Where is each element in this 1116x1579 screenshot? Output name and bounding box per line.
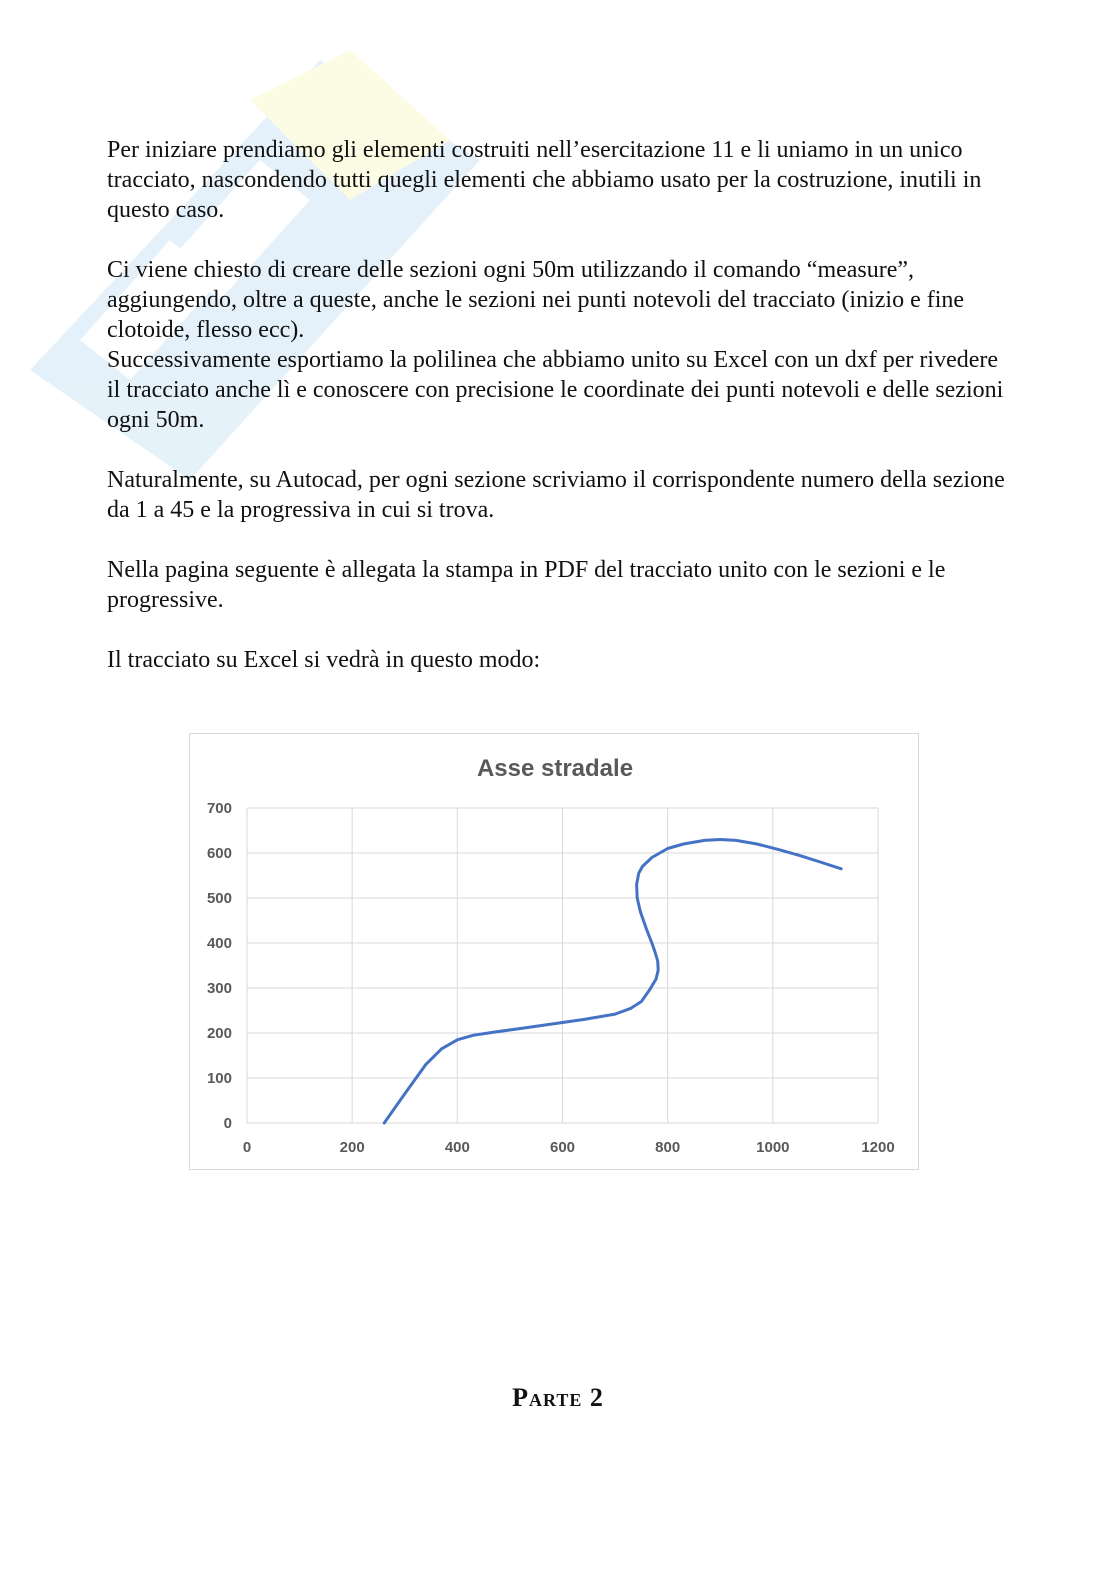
y-tick-label: 500 (206, 890, 232, 907)
section-heading: Parte 2 (512, 1383, 604, 1412)
paragraph-excel-intro: Il tracciato su Excel si vedrà in questo modo: (107, 647, 541, 673)
x-tick-label: 400 (444, 1139, 470, 1156)
chart-svg (190, 734, 918, 1169)
paragraph-export: Successivamente esportiamo la polilinea che abbiamo unito su Excel con un dxf per rivedere il tracciato anche lì e conoscere con precisione le coordinate dei punti notevoli e delle sezioni ogni 50m. (107, 347, 1004, 433)
paragraph-sections: Ci viene chiesto di creare delle sezioni ogni 50m utilizzando il comando “measure”, aggiungendo, oltre a queste, anche le sezioni nei punti notevoli del tracciato (inizio e fine clotoide, flesso ecc). (107, 257, 965, 343)
paragraph-numbering: Naturalmente, su Autocad, per ogni sezione scriviamo il corrispondente numero della sezione da 1 a 45 e la progressiva in cui si trova. (107, 467, 1005, 523)
y-tick-label: 200 (206, 1025, 232, 1042)
x-tick-label: 200 (339, 1139, 365, 1156)
chart-container (189, 733, 919, 1170)
x-tick-label: 1000 (756, 1139, 790, 1156)
paragraph-intro: Per iniziare prendiamo gli elementi costruiti nell’esercitazione 11 e li uniamo in un unico tracciato, nascondendo tutti quegli elementi che abbiamo usato per la costruzione, inutili in questo caso. (107, 137, 982, 223)
y-axis-ticks (207, 800, 232, 1132)
y-tick-label: 300 (206, 980, 232, 997)
y-tick-label: 100 (206, 1070, 232, 1087)
x-tick-label: 800 (655, 1139, 681, 1156)
paragraph-attachment: Nella pagina seguente è allegata la stampa in PDF del tracciato unito con le sezioni e le progressive. (107, 557, 946, 613)
y-tick-label: 600 (206, 845, 232, 862)
x-tick-label: 600 (549, 1139, 576, 1156)
y-tick-label: 700 (206, 800, 232, 817)
x-tick-label: 0 (242, 1139, 252, 1156)
y-tick-label: 400 (206, 935, 232, 952)
chart-grid (247, 808, 878, 1123)
x-tick-label: 1200 (861, 1139, 895, 1156)
y-tick-label: 0 (223, 1115, 232, 1132)
chart-title: Asse stradale (476, 755, 634, 782)
x-axis-ticks (243, 1139, 895, 1156)
